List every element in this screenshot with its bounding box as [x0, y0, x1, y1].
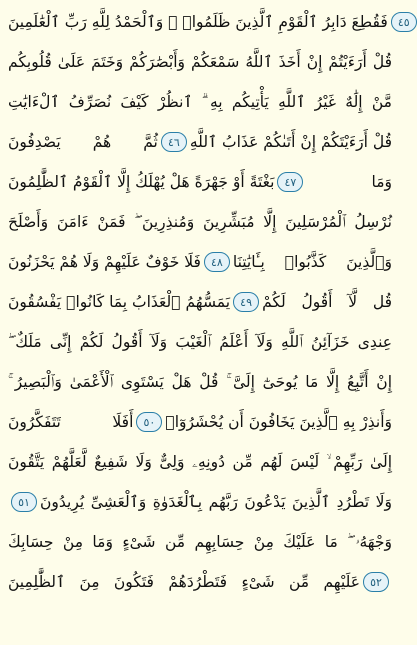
verse-text: وَأَنذِرْ بِهِ ٱلَّذِينَ يَخَافُونَ أَن يُحْشَرُوٓا۟	[165, 413, 392, 431]
verse-number-marker: ٤٦	[161, 132, 187, 152]
verse-line	[8, 2, 410, 42]
verse-line	[8, 242, 392, 282]
text-lines	[8, 2, 410, 602]
verse-line	[8, 482, 392, 522]
verse-line	[8, 122, 392, 162]
verse-text: عِندِى خَزَآئِنُ ٱللَّهِ وَلَآ أَعْلَمُ ٱلْغَيْبَ وَلَآ أَقُولُ لَكُمْ إِنِّى مَلَكٌ ۖ	[8, 333, 392, 351]
verse-text: نُرْسِلُ ٱلْمُرْسَلِينَ إِلَّا مُبَشِّرِينَ وَمُنذِرِينَ ۖ فَمَنْ ءَامَنَ وَأَصْلَحَ	[8, 213, 392, 231]
verse-line	[8, 82, 392, 122]
verse-text: عَلَيْهِم مِّن شَىْءٍ فَتَطْرُدَهُمْ فَتَكُونَ مِنَ ٱلظَّٰلِمِينَ	[8, 573, 360, 591]
verse-text: أَفَلَا تَتَفَكَّرُونَ	[8, 413, 134, 431]
verse-line	[8, 282, 392, 322]
verse-number-marker: ٤٧	[277, 172, 303, 192]
verse-line	[8, 362, 392, 402]
verse-number-marker: ٤٨	[204, 252, 230, 272]
verse-number-marker: ٥٠	[136, 412, 162, 432]
verse-text: بَغْتَةً أَوْ جَهْرَةً هَلْ يُهْلَكُ إِلَّا ٱلْقَوْمُ ٱلظَّٰلِمُونَ	[8, 173, 275, 191]
verse-text: فَقُطِعَ دَابِرُ ٱلْقَوْمِ ٱلَّذِينَ ظَلَمُوا۟ ۚ وَٱلْحَمْدُ لِلَّهِ رَبِّ ٱلْعَٰلَمِينَ	[8, 13, 388, 31]
verse-text: قُلْ أَرَءَيْتُمْ إِنْ أَخَذَ ٱللَّهُ سَمْعَكُمْ وَأَبْصَٰرَكُمْ وَخَتَمَ عَلَىٰ قُلُوبِكُم	[8, 53, 392, 71]
verse-number-marker: ٤٥	[391, 12, 417, 32]
verse-line	[8, 162, 392, 202]
verse-text: ثُمَّ هُمْ يَصْدِفُونَ	[8, 133, 158, 151]
verse-line	[8, 522, 392, 562]
verse-text: وَٱلَّذِينَ كَذَّبُوا۟ بِـَٔايَٰتِنَا	[232, 253, 392, 271]
verse-text: إِلَىٰ رَبِّهِمْ ۙ لَيْسَ لَهُم مِّن دُونِهِۦ وَلِىٌّ وَلَا شَفِيعٌ لَّعَلَّهُمْ يَتَّقُونَ	[8, 453, 392, 471]
verse-line	[8, 322, 392, 362]
verse-line	[8, 442, 392, 482]
verse-text: يَمَسُّهُمُ ٱلْعَذَابُ بِمَا كَانُوا۟ يَفْسُقُونَ	[8, 293, 231, 311]
verse-line	[8, 562, 392, 602]
verse-text: مَّنْ إِلَٰهٌ غَيْرُ ٱللَّهِ يَأْتِيكُم بِهِ ۗ ٱنظُرْ كَيْفَ نُصَرِّفُ ٱلْءَايَٰتِ	[8, 93, 392, 111]
verse-number-marker: ٤٩	[233, 292, 259, 312]
verse-text: قُلْ أَرَءَيْتَكُمْ إِنْ أَتَىٰكُمْ عَذَابُ ٱللَّهِ	[189, 133, 392, 151]
verse-text: وَجْهَهُۥ ۖ مَا عَلَيْكَ مِنْ حِسَابِهِم مِّن شَىْءٍ وَمَا مِنْ حِسَابِكَ	[8, 533, 392, 551]
verse-line	[8, 402, 392, 442]
verse-text: فَلَا خَوْفٌ عَلَيْهِمْ وَلَا هُمْ يَحْزَنُونَ	[8, 253, 201, 271]
verse-text: وَلَا تَطْرُدِ ٱلَّذِينَ يَدْعُونَ رَبَّهُم بِٱلْغَدَوٰةِ وَٱلْعَشِىِّ يُرِيدُونَ	[40, 493, 392, 511]
verse-text: قُل لَّآ أَقُولُ لَكُمْ	[262, 293, 392, 311]
verse-number-marker: ٥١	[11, 492, 37, 512]
verse-line	[8, 42, 392, 82]
verse-text: وَمَا	[371, 173, 392, 191]
verse-text: إِنْ أَتَّبِعُ إِلَّا مَا يُوحَىٰٓ إِلَىَّ ۚ قُلْ هَلْ يَسْتَوِى ٱلْأَعْمَىٰ وَٱلْبَصِيرُ ۚ	[8, 373, 392, 391]
verse-line	[8, 202, 392, 242]
verse-number-marker: ٥٢	[363, 572, 389, 592]
